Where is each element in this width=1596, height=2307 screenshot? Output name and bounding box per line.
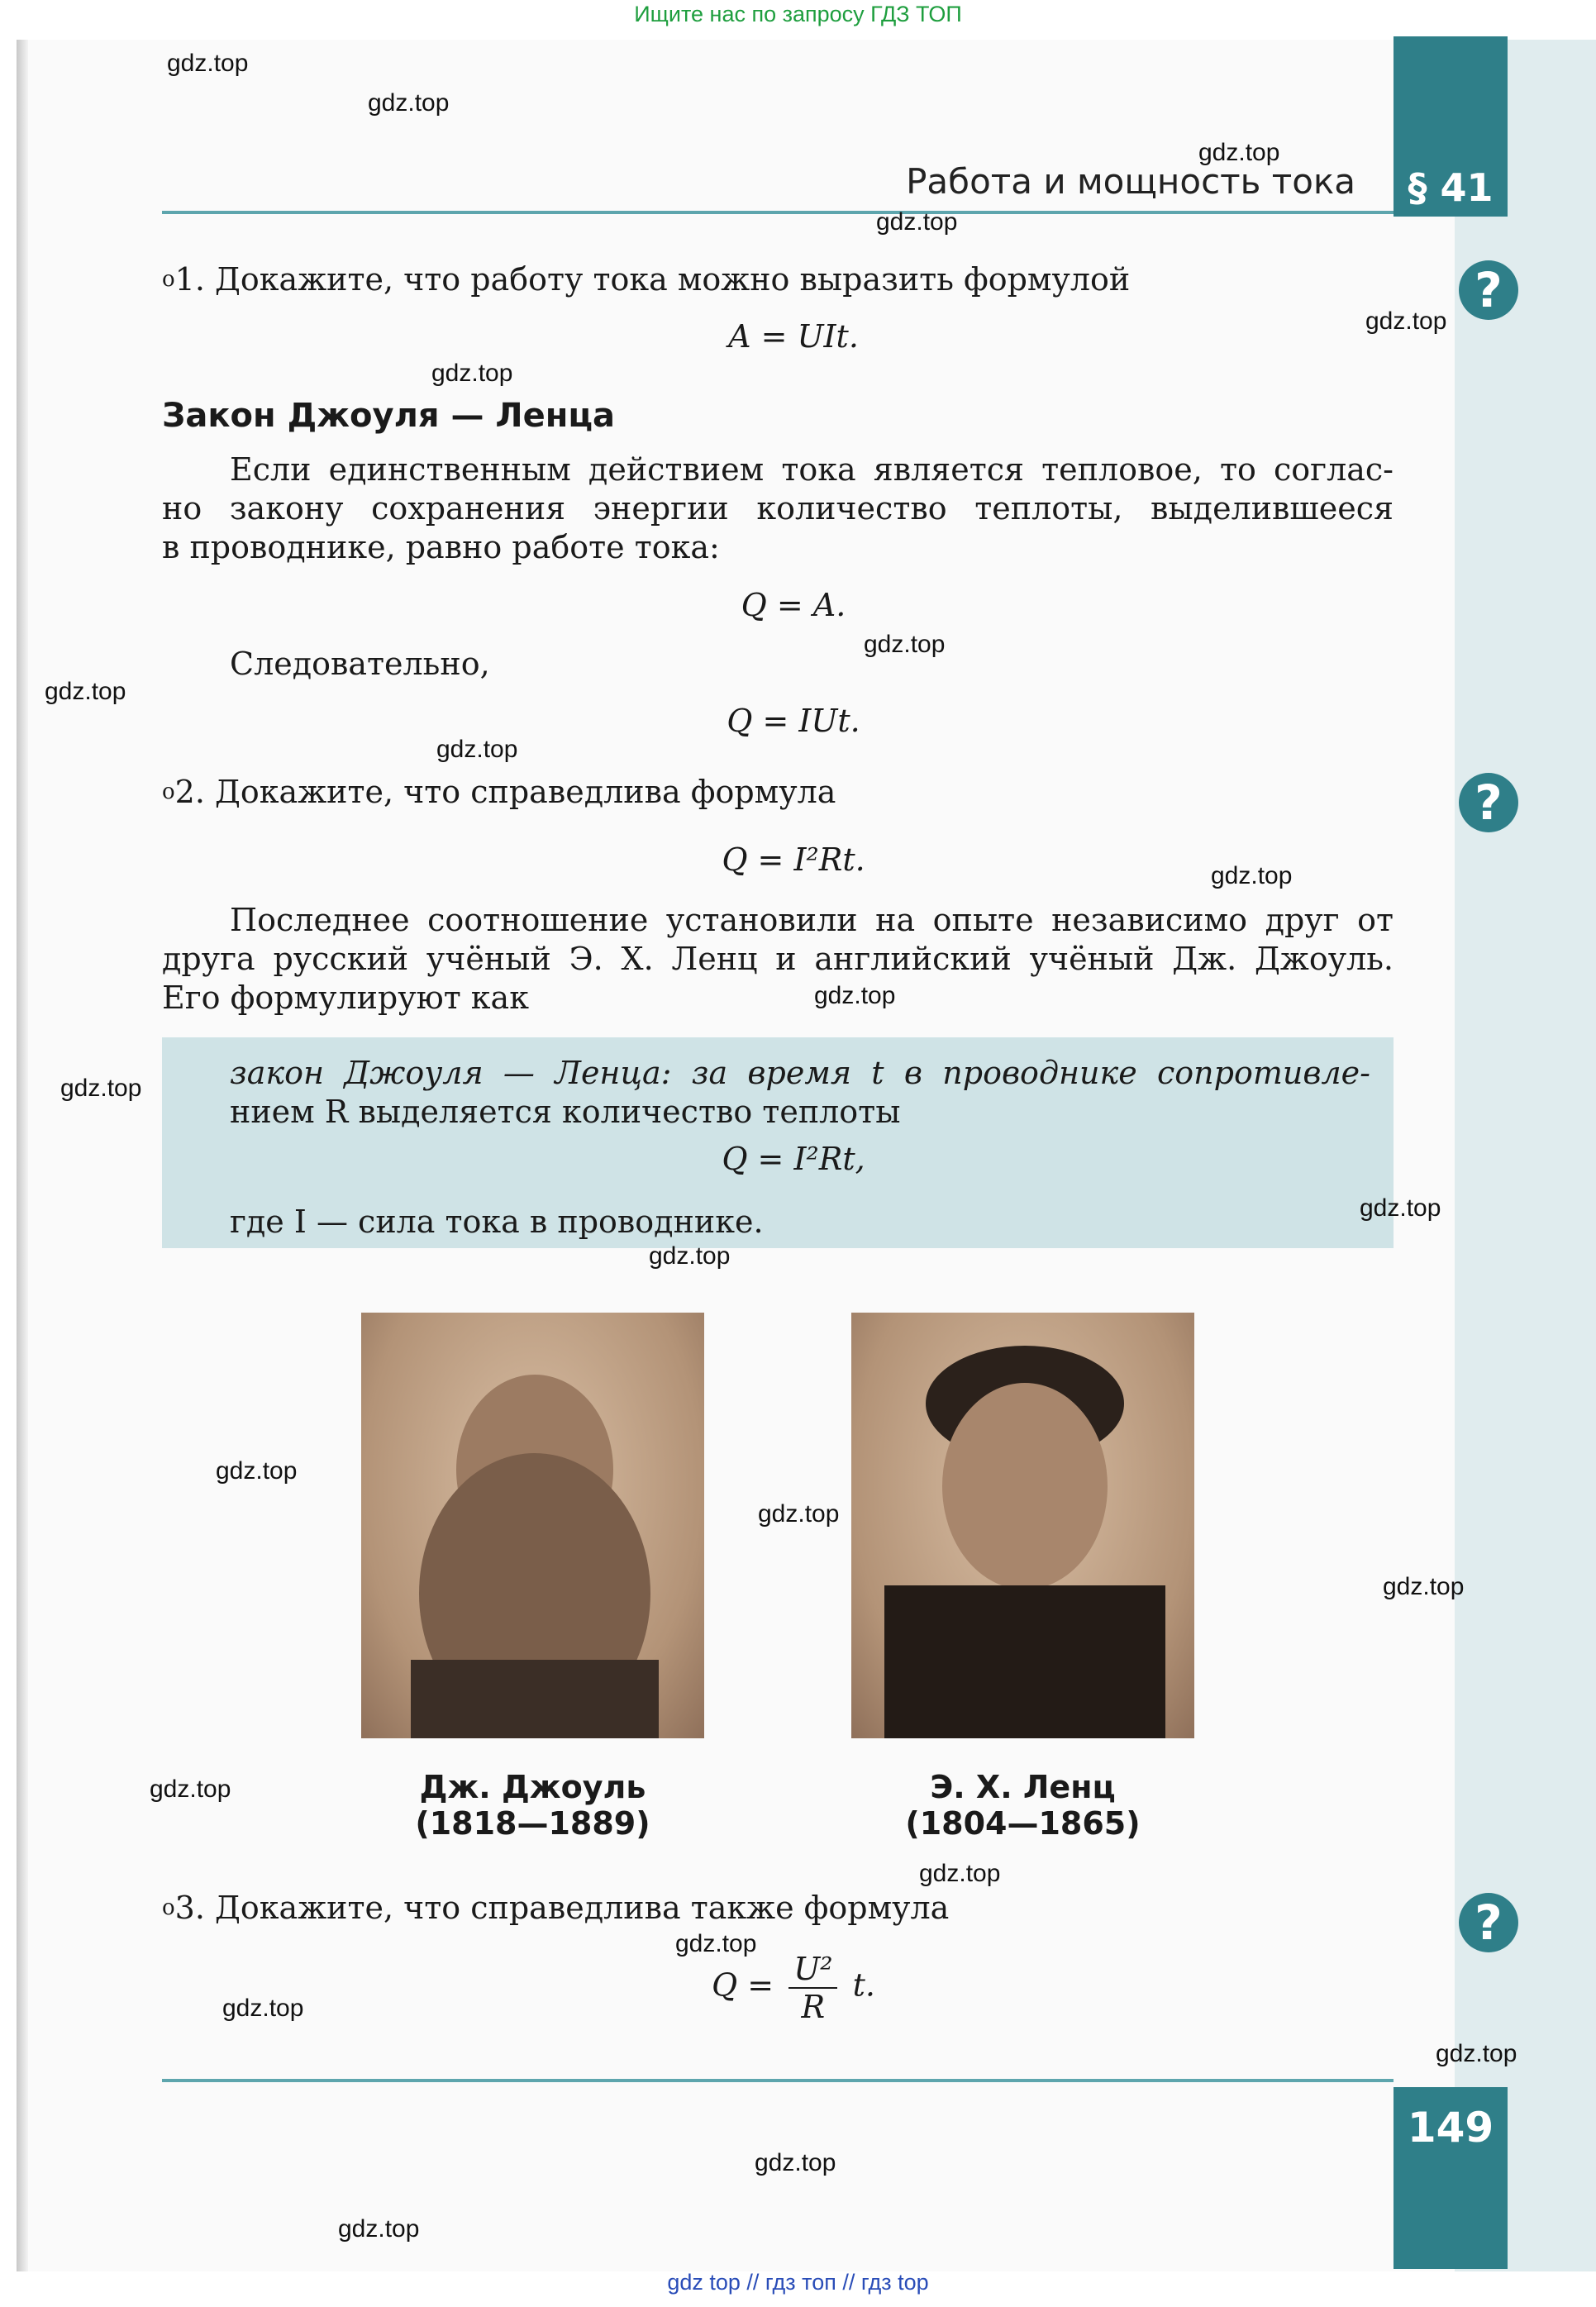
formula-joule: Q = I²Rt. xyxy=(722,841,865,878)
page-number-tab xyxy=(1394,2087,1508,2269)
paragraph-1-line-1: Если единственным действием тока является тепловое, то соглас- xyxy=(230,451,1394,488)
formula-q-equals-a: Q = A. xyxy=(741,587,846,623)
law-line-1: закон Джоуля — Ленца: за время t в проводнике сопротивле- xyxy=(230,1055,1370,1091)
question-3: $^o$3. Докажите, что справедлива также формула xyxy=(162,1890,950,1926)
page-title: Работа и мощность тока xyxy=(906,161,1355,202)
watermark: gdz.top xyxy=(649,1242,731,1270)
watermark: gdz.top xyxy=(919,1860,1001,1887)
question-2-number: 2. xyxy=(174,774,205,810)
watermark: gdz.top xyxy=(167,50,249,77)
formula-q3-fraction xyxy=(788,1951,837,2025)
watermark: gdz.top xyxy=(1198,139,1280,166)
law-line-3: где I — сила тока в проводнике. xyxy=(230,1204,764,1240)
question-3-number: 3. xyxy=(174,1890,205,1926)
caption-joule-years: (1818—1889) xyxy=(415,1805,650,1842)
watermark: gdz.top xyxy=(1436,2040,1517,2067)
watermark: gdz.top xyxy=(758,1500,840,1528)
section-heading: Закон Джоуля — Ленца xyxy=(162,397,616,435)
paragraph-1-line-2: но закону сохранения энергии количество теплоты, выделившееся xyxy=(162,490,1394,527)
formula-q3-left: Q = xyxy=(712,1966,774,2004)
watermark: gdz.top xyxy=(431,360,513,387)
caption-lenz-years: (1804—1865) xyxy=(905,1805,1141,1842)
watermark: gdz.top xyxy=(864,631,946,658)
watermark: gdz.top xyxy=(876,208,958,236)
portrait-joule xyxy=(361,1313,704,1738)
watermark: gdz.top xyxy=(675,1930,757,1957)
formula-q3-denominator: R xyxy=(801,1989,826,2025)
watermark: gdz.top xyxy=(216,1457,298,1485)
watermark: gdz.top xyxy=(1365,307,1447,335)
formula-q-u2-r xyxy=(628,1951,959,2025)
question-icon: ? xyxy=(1459,1893,1518,1952)
law-formula: Q = I²Rt, xyxy=(722,1141,865,1177)
caption-joule xyxy=(361,1769,704,1842)
question-icon: ? xyxy=(1459,260,1518,320)
section-number: § 41 xyxy=(1408,165,1494,210)
footer-rule xyxy=(162,2079,1394,2082)
paragraph-3-line-3: Его формулируют как xyxy=(162,980,529,1016)
formula-q-iut: Q = IUt. xyxy=(727,703,860,739)
watermark: gdz.top xyxy=(1360,1194,1441,1222)
header-rule xyxy=(162,211,1394,214)
caption-lenz-name: Э. Х. Ленц xyxy=(930,1769,1116,1805)
formula-work: A = UIt. xyxy=(728,318,859,355)
law-line-2: нием R выделяется количество теплоты xyxy=(230,1094,901,1130)
portrait-lenz-drawing xyxy=(851,1313,1194,1738)
section-tab xyxy=(1394,36,1508,217)
paragraph-1-line-3: в проводнике, равно работе тока: xyxy=(162,529,720,565)
top-banner[interactable]: Ищите нас по запросу ГДЗ ТОП xyxy=(634,2,962,26)
paragraph-2: Следовательно, xyxy=(230,646,490,682)
formula-q3-numerator: U² xyxy=(788,1951,837,1989)
watermark: gdz.top xyxy=(222,1995,304,2022)
caption-joule-name: Дж. Джоуль xyxy=(419,1769,646,1805)
watermark: gdz.top xyxy=(338,2215,420,2243)
bottom-banner[interactable]: gdz top // гдз топ // гдз top xyxy=(667,2270,929,2295)
watermark: gdz.top xyxy=(1383,1573,1465,1600)
formula-q3-right: t. xyxy=(852,1966,875,2004)
watermark: gdz.top xyxy=(45,678,126,705)
paragraph-3-line-2: друга русский учёный Э. Х. Ленц и английский учёный Дж. Джоуль. xyxy=(162,941,1394,977)
question-3-text: Докажите, что справедлива также формула xyxy=(215,1890,950,1926)
watermark: gdz.top xyxy=(60,1075,142,1102)
watermark: gdz.top xyxy=(368,89,450,117)
watermark: gdz.top xyxy=(436,736,518,763)
question-icon: ? xyxy=(1459,773,1518,832)
portrait-joule-drawing xyxy=(361,1313,704,1738)
question-1: $^o$1. Докажите, что работу тока можно выразить формулой xyxy=(162,261,1131,298)
question-1-number: 1. xyxy=(174,261,205,298)
question-2: $^o$2. Докажите, что справедлива формула xyxy=(162,774,836,810)
watermark: gdz.top xyxy=(814,982,896,1009)
watermark: gdz.top xyxy=(150,1776,231,1803)
portrait-lenz xyxy=(851,1313,1194,1738)
question-2-text: Докажите, что справедлива формула xyxy=(215,774,836,810)
caption-lenz xyxy=(851,1769,1194,1842)
watermark: gdz.top xyxy=(755,2149,836,2176)
page-spine xyxy=(17,40,28,2271)
question-1-text: Докажите, что работу тока можно выразить формулой xyxy=(215,261,1131,298)
paragraph-3-line-1: Последнее соотношение установили на опыте независимо друг от xyxy=(230,902,1394,938)
page-number: 149 xyxy=(1407,2104,1494,2152)
watermark: gdz.top xyxy=(1211,862,1293,889)
